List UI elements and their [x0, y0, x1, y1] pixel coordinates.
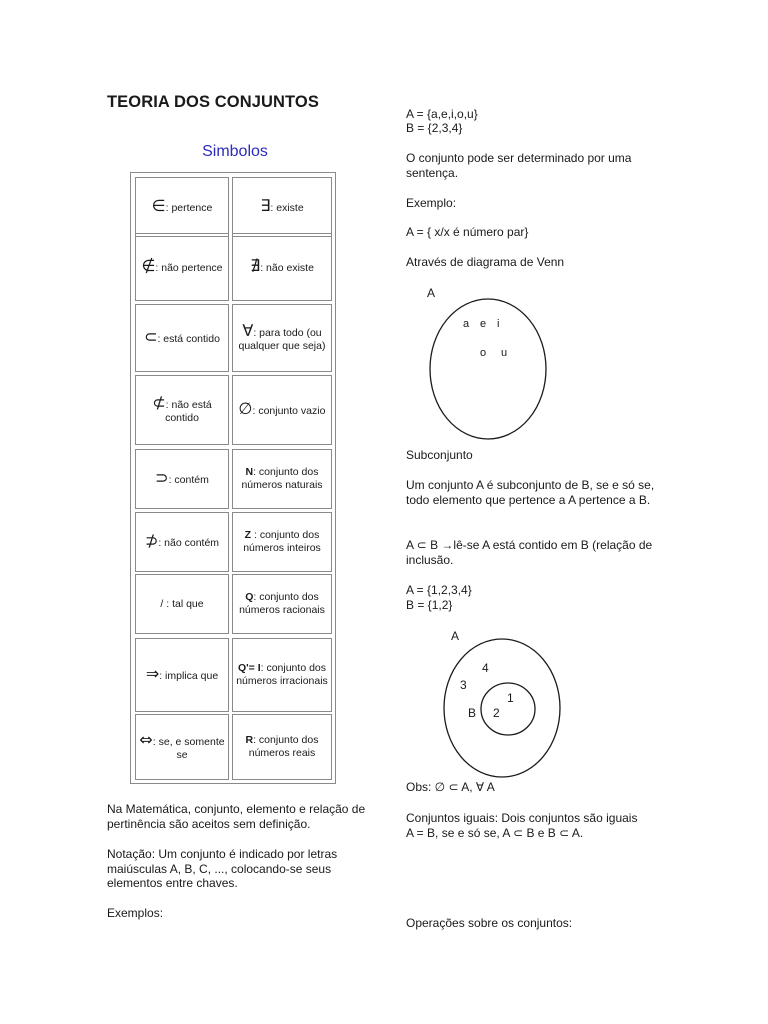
venn-outer-circle [444, 639, 560, 777]
sentence-example: A = { x/x é número par} [406, 225, 529, 239]
venn-elem-a: a [463, 318, 470, 330]
sentence-paragraph: O conjunto pode ser determinado por uma sentença. [406, 151, 632, 180]
venn-inner-label: B [468, 706, 477, 720]
nao-contem-text: : não contém [158, 537, 220, 549]
vazio-text: : conjunto vazio [252, 405, 326, 417]
venn-outer-label: A [451, 629, 460, 643]
naturais-symbol: N [245, 466, 254, 478]
esta-contido-text: : está contido [157, 333, 220, 345]
cell-para-todo [232, 304, 332, 372]
venn-elem-o: o [480, 347, 487, 359]
nao-existe-symbol: ∄ [250, 256, 261, 275]
cell-nao-existe [232, 233, 332, 301]
reais-text: : conjunto dos números reais [248, 734, 319, 759]
venn-a-circle [430, 299, 546, 439]
implica-text: : implica que [159, 670, 219, 682]
cell-implica [135, 638, 229, 712]
page-title: TEORIA DOS CONJUNTOS [107, 93, 319, 111]
contem-symbol: ⊃ [155, 468, 169, 487]
venn-elem-1: 1 [507, 691, 514, 705]
examples-label: Exemplos: [107, 906, 164, 920]
cell-naturais [232, 449, 332, 509]
nao-contem-symbol: ⊅ [144, 531, 159, 550]
racionais-symbol: Q [245, 591, 254, 603]
implica-symbol: ⇒ [145, 664, 160, 683]
para-todo-symbol: ∀ [242, 320, 254, 340]
venn-intro: Através de diagrama de Venn [406, 255, 565, 269]
cell-reais [232, 714, 332, 780]
cell-racionais [232, 574, 332, 634]
symbols-table [130, 172, 336, 784]
para-todo-text: : para todo (ou qualquer que seja) [238, 326, 326, 352]
existe-symbol: ∃ [260, 196, 271, 215]
venn-elem-2: 2 [493, 706, 500, 720]
se-somente-se-symbol: ⇔ [139, 729, 153, 749]
tal-que-symbol: / [160, 597, 164, 610]
example-set-b: B = {2,3,4} [406, 121, 463, 135]
venn-diagram-a [415, 280, 565, 450]
obs-note: Obs: ∅ ⊂ A, ∀ A [406, 780, 495, 794]
nao-pertence-text: : não pertence [155, 262, 223, 274]
racionais-text: : conjunto dos números racionais [239, 591, 325, 616]
cell-inteiros [232, 512, 332, 572]
cell-se-somente-se [135, 714, 229, 780]
nao-esta-contido-text: : não está contido [165, 398, 212, 424]
subset-set-a: A = {1,2,3,4} [406, 583, 472, 597]
nao-existe-text: : não existe [260, 262, 314, 274]
venn-elem-i: i [497, 318, 500, 330]
nao-esta-contido-symbol: ⊄ [152, 392, 166, 412]
inteiros-text: : conjunto dos números inteiros [243, 529, 321, 554]
venn-a-label: A [427, 286, 436, 300]
se-somente-se-text: : se, e somente se [152, 735, 225, 761]
reais-symbol: R [245, 734, 254, 746]
cell-existe [232, 177, 332, 237]
existe-text: : existe [270, 202, 304, 214]
esta-contido-symbol: ⊂ [144, 327, 158, 346]
equal-sets-line1: Conjuntos iguais: Dois conjuntos são iguais [406, 811, 638, 825]
cell-esta-contido [135, 304, 229, 372]
symbols-heading: Simbolos [202, 143, 268, 160]
subconjunto-definition: Um conjunto A é subconjunto de B, se e só se, todo elemento que pertence a A pertence a B. [406, 478, 655, 507]
pertence-symbol: ∈ [151, 196, 166, 215]
operations-heading: Operações sobre os conjuntos: [406, 916, 573, 930]
contem-text: : contém [168, 474, 209, 486]
vazio-symbol: ∅ [238, 399, 253, 418]
subconjunto-title: Subconjunto [406, 448, 473, 462]
irracionais-symbol: Q'= I [237, 662, 261, 674]
inclusion-note: A ⊂ B →lê-se A está contido em B (relação de inclusão. [406, 538, 653, 567]
pertence-text: : pertence [165, 202, 213, 214]
nao-pertence-symbol: ∉ [141, 256, 156, 275]
subset-set-b: B = {1,2} [406, 598, 453, 612]
intro-paragraph: Na Matemática, conjunto, elemento e relação de pertinência são aceitos sem definição. [107, 802, 366, 831]
example-set-a: A = {a,e,i,o,u} [406, 107, 478, 121]
cell-nao-pertence [135, 233, 229, 301]
tal-que-text: : tal que [163, 597, 204, 610]
exemplo-label: Exemplo: [406, 196, 457, 210]
cell-pertence [135, 177, 229, 237]
inteiros-symbol: Z [244, 529, 252, 541]
cell-tal-que [135, 574, 229, 634]
equal-sets-line2: A = B, se e só se, A ⊂ B e B ⊂ A. [406, 826, 584, 840]
venn-elem-u: u [501, 347, 508, 359]
naturais-text: : conjunto dos números naturais [241, 466, 323, 491]
irracionais-text: : conjunto dos números irracionais [236, 662, 328, 687]
cell-nao-esta-contido [135, 375, 229, 445]
cell-contem [135, 449, 229, 509]
cell-irracionais [232, 638, 332, 712]
venn-diagram-subset [440, 622, 570, 782]
venn-elem-4: 4 [482, 661, 489, 675]
venn-elem-3: 3 [460, 678, 467, 692]
notation-paragraph: Notação: Um conjunto é indicado por letras maiúsculas A, B, C, ..., colocando-se seus elementos entre chaves. [107, 847, 338, 890]
cell-nao-contem [135, 512, 229, 572]
cell-conjunto-vazio [232, 375, 332, 445]
venn-elem-e: e [480, 318, 487, 330]
